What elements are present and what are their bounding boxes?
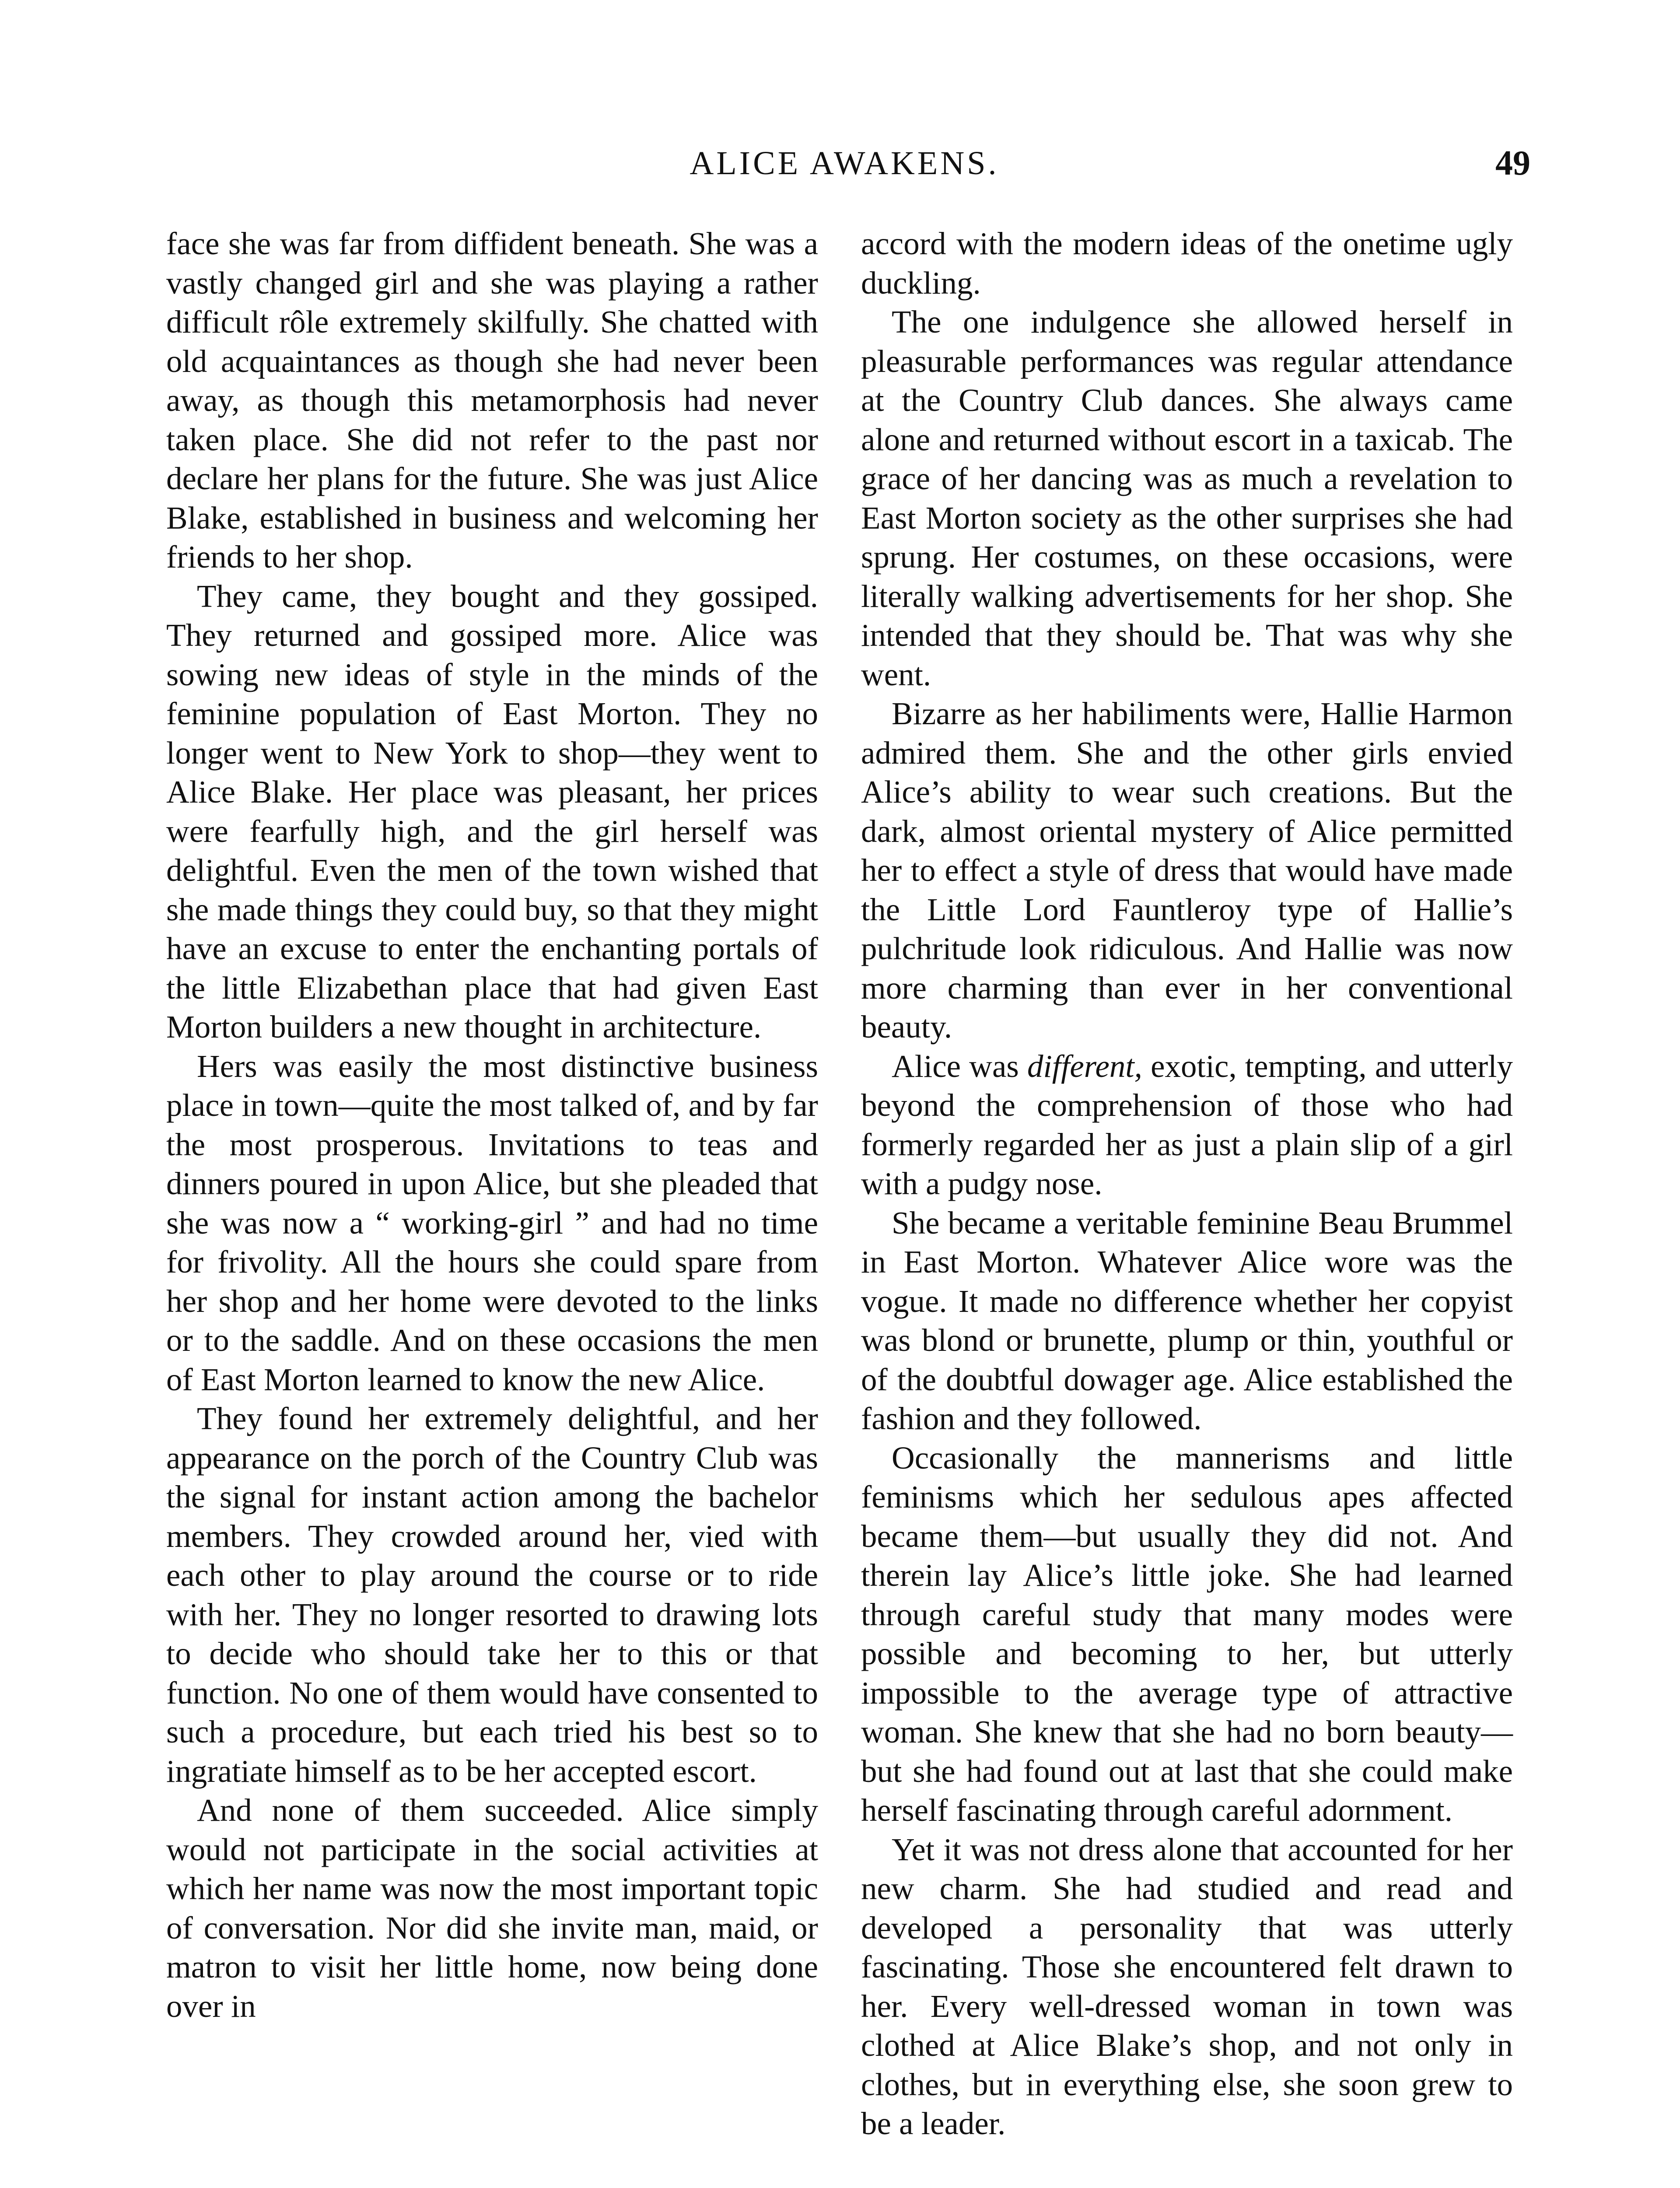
page-number: 49 [1495,144,1530,182]
paragraph: The one indulgence she allowed herself in pleasurable performances was regular attendance at the Country Club dances. She always came alone and returned without escort in a taxicab. The grace of her dancing was as much a revelation to East Morton society as the other surprises she had sprung. Her costumes, on these occasions, were literally walking advertisements for her shop. She intended that they should be. That was why she went. [861,304,1513,692]
paragraph: She became a veritable feminine Beau Brummel in East Morton. Whatever Alice wore was the vogue. It made no difference whether her copyist was blond or brunette, plump or thin, youthful or of the doubtful dowager age. Alice established the fashion and they followed. [861,1205,1513,1436]
paragraph: face she was far from diffident beneath. She was a vastly changed girl and she was playing a rather difficult rôle extremely skilfully. She chatted with old acquaintances as though she had never been away, as though this metamorphosis had never taken place. She did not refer to the past nor declare her plans for the future. She was just Alice Blake, established in business and welcoming her friends to her shop. [166,226,818,575]
left-column [166,224,818,2026]
right-column [861,224,1513,2143]
paragraph: accord with the modern ideas of the onetime ugly duckling. [861,226,1513,301]
paragraph-text: exotic, tempting, and utterly beyond the comprehension of those who had formerly regarded her as just a plain slip of a girl with a pudgy nose. [861,1048,1513,1201]
paragraph: They came, they bought and they gossiped. They returned and gossiped more. Alice was sowing new ideas of style in the minds of the feminine population of East Morton. They no longer went to New York to shop—they went to Alice Blake. Her place was pleasant, her prices were fearfully high, and the girl herself was delightful. Even the men of the town wished that she made things they could buy, so that they might have an excuse to enter the enchanting portals of the little Elizabethan place that had given East Morton builders a new thought in architecture. [166,578,818,1045]
paragraph: Yet it was not dress alone that accounted for her new charm. She had studied and read and developed a personality that was utterly fascinating. Those she encountered felt drawn to her. Every well-dressed woman in town was clothed at Alice Blake’s shop, and not only in clothes, but in everything else, she soon grew to be a leader. [861,1831,1513,2141]
chapter-title: ALICE AWAKENS. [690,145,999,182]
paragraph-text: Alice was [892,1048,1027,1084]
paragraph [861,1047,1513,1203]
paragraph: They found her extremely delightful, and her appearance on the porch of the Country Club was the signal for instant action among the bachelor members. They crowded around her, vied with each other to play around the course or to ride with her. They no longer resorted to drawing lots to decide who should take her to this or that function. No one of them would have consented to such a procedure, but each tried his best so to ingratiate himself as to be her accepted escort. [166,1401,818,1789]
paragraph: And none of them succeeded. Alice simply would not participate in the social activities at which her name was now the most important topic of conversation. Nor did she invite man, maid, or matron to visit her little home, now being done over in [166,1792,818,2024]
paragraph: Bizarre as her habiliments were, Hallie Harmon admired them. She and the other girls envied Alice’s ability to wear such creations. But the dark, almost oriental mystery of Alice permitted her to effect a style of dress that would have made the Little Lord Fauntleroy type of Hallie’s pulchritude look ridiculous. And Hallie was now more charming than ever in her conventional beauty. [861,696,1513,1045]
running-header [166,139,1530,187]
paragraph: Hers was easily the most distinctive business place in town—quite the most talked of, and by far the most prosperous. Invitations to teas and dinners poured in upon Alice, but she pleaded that she was now a “ working-girl ” and had no time for frivolity. All the hours she could spare from her shop and her home were devoted to the links or to the saddle. And on these occasions the men of East Morton learned to know the new Alice. [166,1048,818,1397]
paragraph: Occasionally the mannerisms and little feminisms which her sedulous apes affected became them—but usually they did not. And therein lay Alice’s little joke. She had learned through careful study that many modes were possible and becoming to her, but utterly impossible to the average type of attractive woman. She knew that she had no born beauty—but she had found out at last that she could make herself fascinating through careful adornment. [861,1440,1513,1828]
emphasis-text: different, [1027,1048,1142,1084]
